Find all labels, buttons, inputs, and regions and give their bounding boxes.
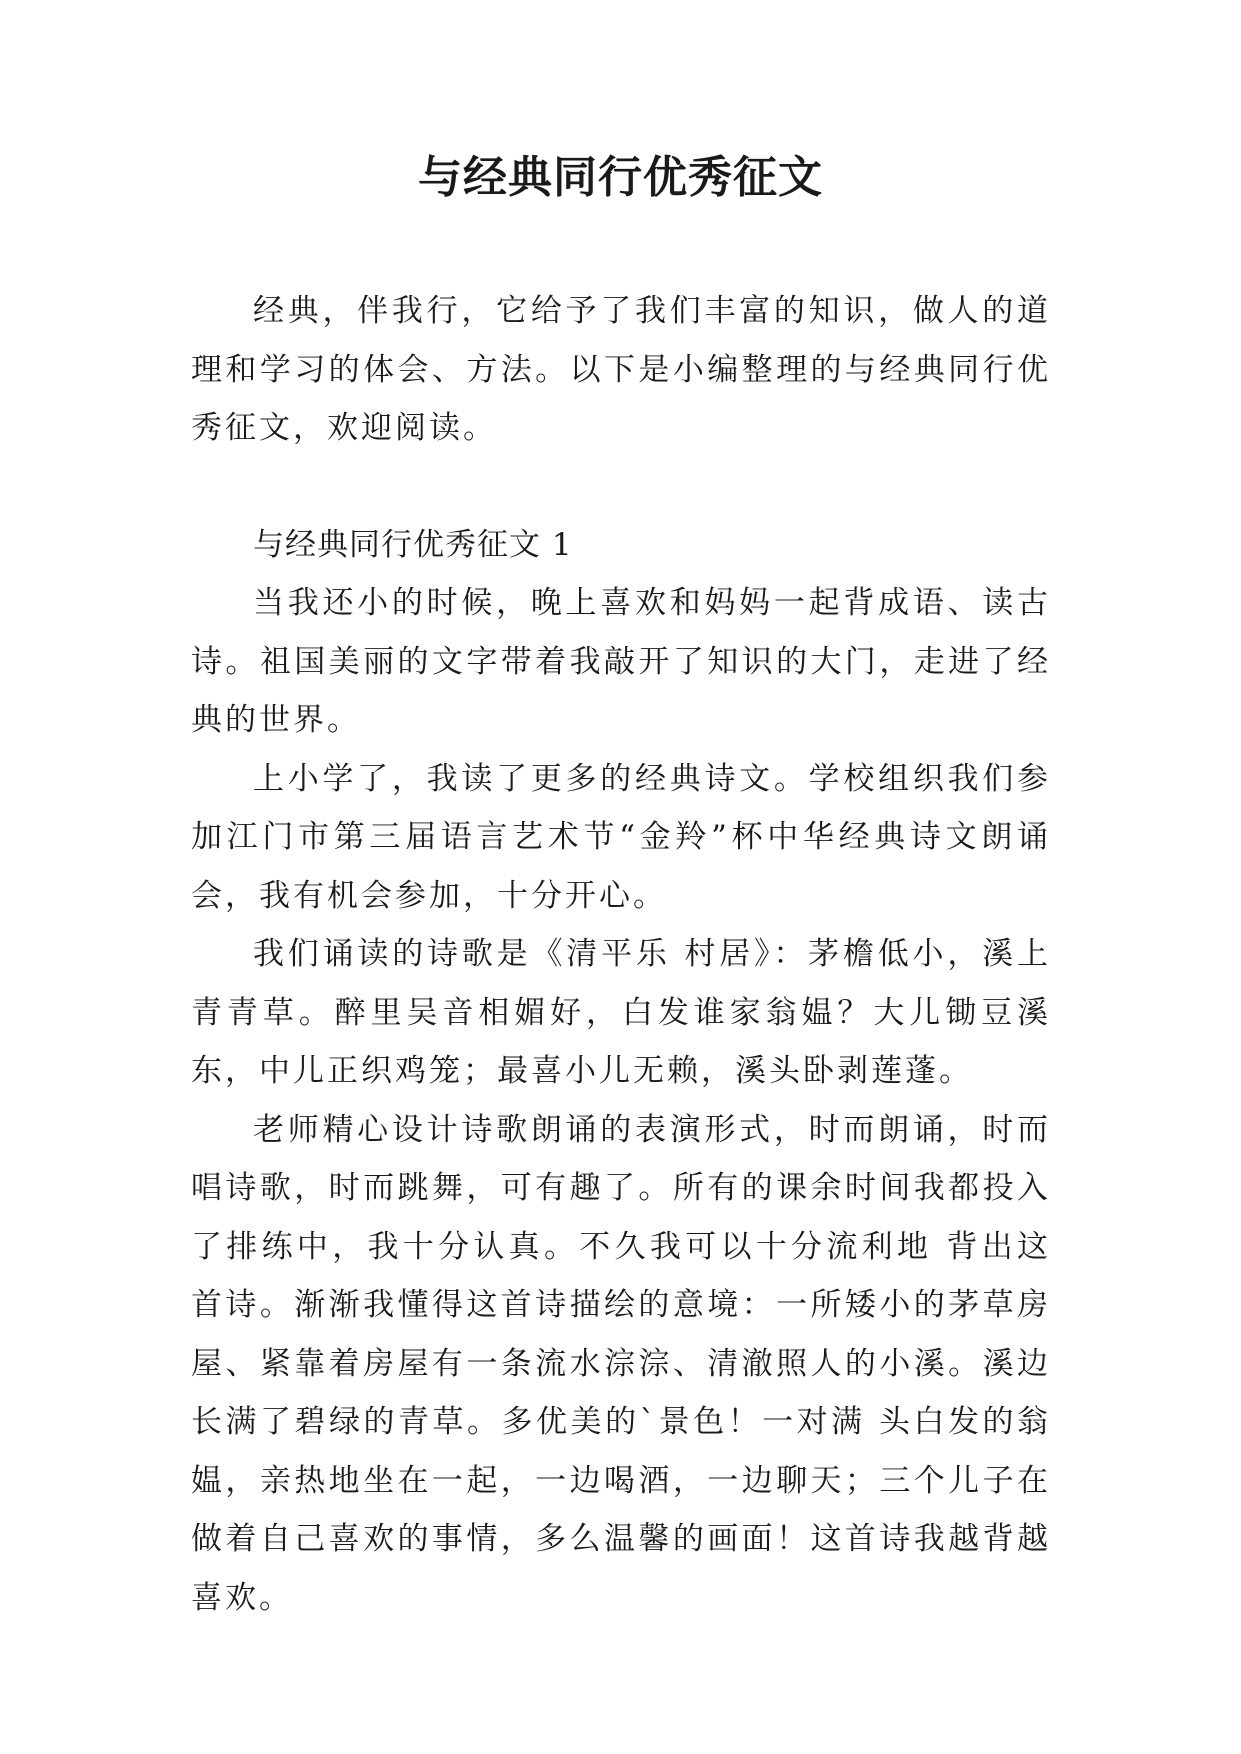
body-paragraph: 我们诵读的诗歌是《清平乐 村居》：茅檐低小，溪上青青草。醉里吴音相媚好，白发谁家翁媪？大儿锄豆溪东，中儿正织鸡笼；最喜小儿无赖，溪头卧剥莲蓬。: [191, 936, 1051, 1089]
body-paragraph: 老师精心设计诗歌朗诵的表演形式，时而朗诵，时而唱诗歌，时而跳舞，可有趣了。所有的课余时间我都投入了排练中，我十分认真。不久我可以十分流利地 背出这首诗。渐渐我懂得这首诗描绘的意境：一所矮小的茅草房屋、紧靠着房屋有一条流水淙淙、清澈照人的小溪。溪边长满了碧绿的青草。多优美的`景色！一对满 头白发的翁媪，亲热地坐在一起，一边喝酒，一边聊天；三个儿子在做着自己喜欢的事情，多么温馨的画面！这首诗我越背越喜欢。: [191, 1111, 1051, 1616]
body-paragraph: 当我还小的时候，晚上喜欢和妈妈一起背成语、读古诗。祖国美丽的文字带着我敲开了知识的大门，走进了经典的世界。: [191, 585, 1051, 738]
intro-paragraph: 经典，伴我行，它给予了我们丰富的知识，做人的道理和学习的体会、方法。以下是小编整理的与经典同行优秀征文，欢迎阅读。: [191, 293, 1051, 446]
document-title: 与经典同行优秀征文: [418, 152, 823, 203]
document-body: [191, 282, 1051, 1627]
body-paragraph: 上小学了，我读了更多的经典诗文。学校组织我们参加江门市第三届语言艺术节“金羚”杯中华经典诗文朗诵会，我有机会参加，十分开心。: [191, 760, 1051, 914]
section-title: 与经典同行优秀征文 1: [253, 526, 573, 563]
